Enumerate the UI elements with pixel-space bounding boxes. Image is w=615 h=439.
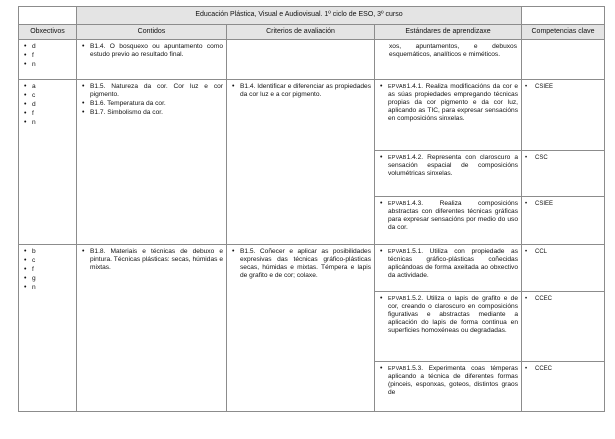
objectives-cell: [19, 245, 77, 412]
objective-item: • n: [22, 119, 73, 127]
standard-text: 1.5.2. Utiliza o lapis de grafito e de cor, creando o claroscuro en composicións figurativas e abstractas mediante a aplicación do lapis de forma continua en superficies homoxéneas ou degradadas.: [388, 295, 519, 335]
competence-cell: • CSIEE: [522, 197, 605, 245]
competence-code: CCL: [535, 249, 548, 255]
objective-item: • n: [22, 284, 73, 292]
standard-cell: [375, 292, 522, 362]
col-header-objectives: Obxectivos: [19, 25, 77, 40]
standard-text: xos, apuntamentos, e debuxos esquemáticos, analíticos e miméticos.: [389, 43, 518, 59]
competence-code: CSC: [535, 155, 548, 161]
standard-text: 1.5.1. Utiliza con propiedade as técnicas gráfico-plásticas coñecidas aplicándoas de forma axeitada ao obxectivo da actividade.: [388, 248, 519, 280]
standards-cell: [375, 40, 522, 80]
content-item: • B1.5. Natureza da cor. Cor luz e cor pigmento.: [80, 83, 223, 99]
criteria-cell: [227, 245, 375, 412]
blank-header-cell: [19, 7, 77, 25]
col-header-competences: Competencias clave: [522, 25, 605, 40]
contents-cell: [77, 245, 227, 412]
standard-cell: [375, 151, 522, 197]
standard-cell: [375, 197, 522, 245]
standard-cell: [375, 362, 522, 412]
competence-cell: • CSIEE: [522, 80, 605, 151]
competence-code: CSIEE: [535, 201, 554, 207]
objective-item: • f: [22, 266, 73, 274]
col-header-standards: Estándares de aprendizaxe: [375, 25, 522, 40]
competence-cell: • CCL: [522, 245, 605, 292]
standard-code: EPVAB: [388, 155, 407, 161]
competences-cell: [522, 40, 605, 80]
content-item: • B1.8. Materiais e técnicas de debuxo e pintura. Técnicas plásticas: secas, húmidas e mixtas.: [80, 248, 223, 272]
table-row: [19, 40, 605, 80]
criteria-cell: [227, 40, 375, 80]
competence-cell: • CSC: [522, 151, 605, 197]
standard-text: 1.4.3. Realiza composicións abstractas con diferentes técnicas gráficas para expresar sensacións por medio do uso da cor.: [388, 200, 519, 232]
standard-code: EPVAB: [388, 201, 407, 207]
criterion-item: • B1.4. Identificar e diferenciar as propiedades da cor luz e a cor pigmento.: [230, 83, 371, 99]
contents-cell: [77, 80, 227, 245]
standard-code: EPVAB: [388, 296, 407, 302]
standard-item: [378, 154, 518, 178]
standard-cell: [375, 245, 522, 292]
table-row: [19, 80, 605, 151]
standard-text: 1.4.2. Representa con claroscuro a sensación espacial de composicións volumétricas sinxelas.: [388, 154, 519, 178]
standard-item: [378, 365, 518, 397]
objective-item: • f: [22, 110, 73, 118]
standard-text: 1.5.3. Experimenta coas témperas aplicando a técnica de diferentes formas (pinceis, esponxas, goteos, distintos graos de: [388, 365, 519, 397]
competence-code: CCEC: [535, 366, 553, 372]
contents-cell: [77, 40, 227, 80]
criterion-item: • B1.5. Coñecer e aplicar as posibilidades expresivas das técnicas gráfico-plásticas secas, húmidas e mixtas. Témpera e lapis de grafito e de cor; colaxe.: [230, 248, 371, 280]
content-item: • B1.4. O bosquexo ou apuntamento como estudo previo ao resultado final.: [80, 43, 223, 59]
standard-text: 1.4.1. Realiza modificacións da cor e as súas propiedades empregando técnicas propias da cor pigmento e da cor luz, aplicando as TIC, para expresar sensacións en composicións sinxelas.: [388, 83, 519, 123]
objective-item: • c: [22, 92, 73, 100]
criteria-cell: [227, 80, 375, 245]
table-row: [19, 245, 605, 292]
standard-cell: [375, 80, 522, 151]
col-header-criteria: Criterios de avaliación: [227, 25, 375, 40]
standard-item: [378, 200, 518, 232]
standard-code: EPVAB: [388, 84, 407, 90]
objective-item: • b: [22, 248, 73, 256]
curriculum-table: [18, 6, 605, 412]
blank-header-cell: [522, 7, 605, 25]
objective-item: • a: [22, 83, 73, 91]
objective-item: • d: [22, 43, 73, 51]
standard-item: [378, 295, 518, 335]
objective-item: • g: [22, 275, 73, 283]
objective-item: • d: [22, 101, 73, 109]
content-item: • B1.6. Temperatura da cor.: [80, 100, 223, 108]
competence-cell: • CCEC: [522, 362, 605, 412]
competence-cell: • CCEC: [522, 292, 605, 362]
objective-item: • c: [22, 257, 73, 265]
competence-code: CSIEE: [535, 84, 554, 90]
objectives-cell: [19, 80, 77, 245]
col-header-contents: Contidos: [77, 25, 227, 40]
objective-item: • f: [22, 52, 73, 60]
objective-item: • n: [22, 61, 73, 69]
standard-item: [378, 248, 518, 280]
standard-code: EPVAB: [388, 366, 407, 372]
competence-code: CCEC: [535, 296, 553, 302]
content-item: • B1.7. Simbolismo da cor.: [80, 109, 223, 117]
objectives-cell: [19, 40, 77, 80]
table-title: Educación Plástica, Visual e Audiovisual. 1º ciclo de ESO, 3º curso: [77, 7, 522, 25]
standard-code: EPVAB: [388, 249, 407, 255]
standard-item: [378, 83, 518, 123]
